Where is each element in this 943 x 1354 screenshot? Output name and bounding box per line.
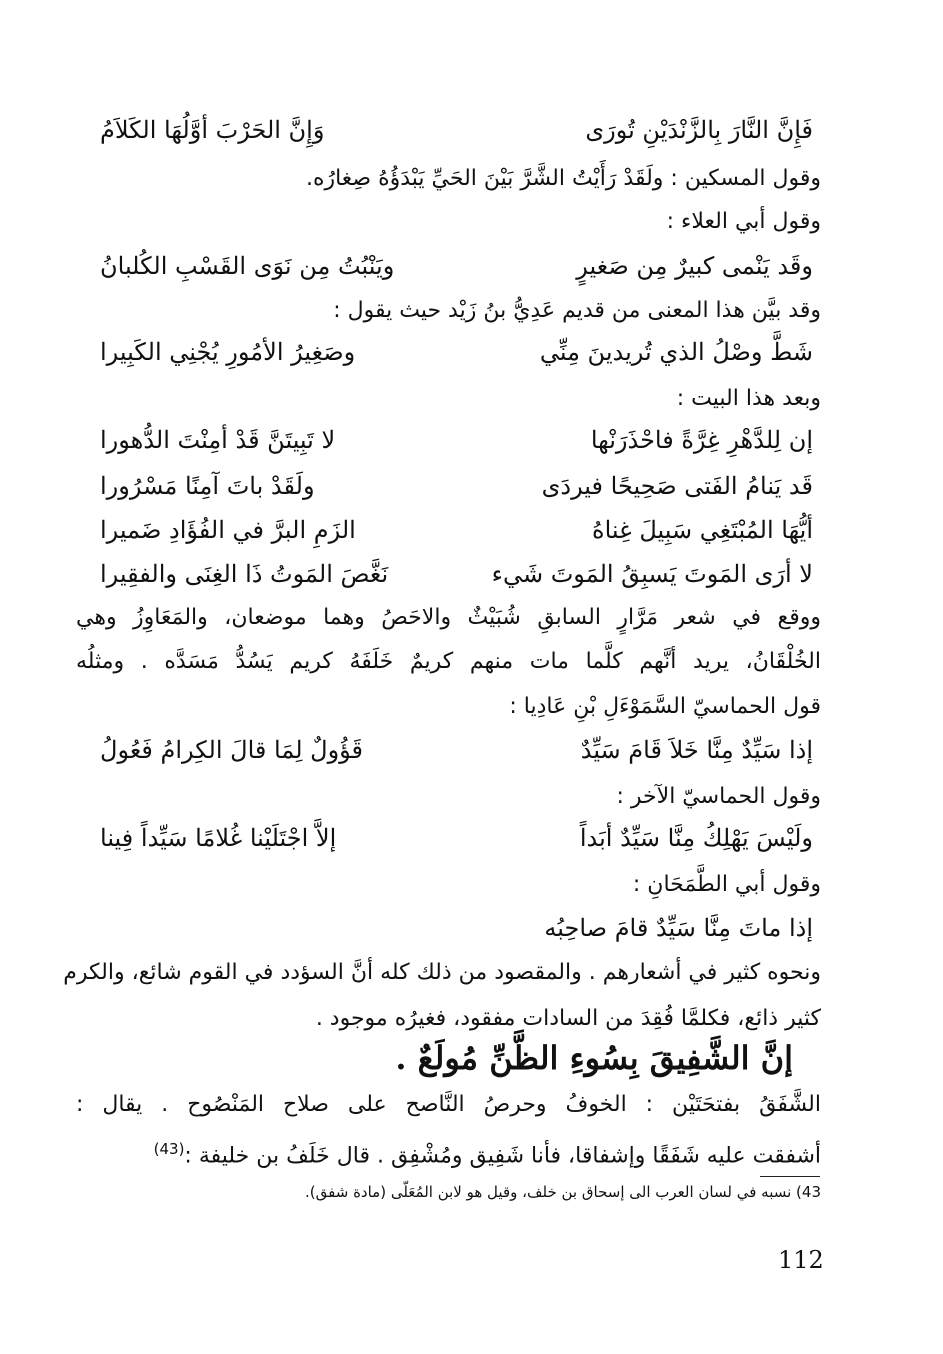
- prose-line-12: الشَّفَقُ بفتحَتَيْن : الخوفُ وحرصُ النَّاصح على صلاح المَنْصُوح . يقال :: [76, 1092, 821, 1117]
- prose-line-8: وقول الحماسيّ الآخر :: [616, 784, 821, 809]
- verse-5-left: ولَقَدْ باتَ آمِنًا مَسْرُورا: [100, 472, 315, 500]
- verse-8-right: إذا سَيِّدٌ مِنَّا خَلاَ قَامَ سَيِّدٌ: [580, 736, 813, 764]
- page-number: 112: [778, 1246, 824, 1274]
- verse-8-left: قَؤُولٌ لِمَا قالَ الكِرامُ فَعُولُ: [100, 736, 364, 764]
- prose-line-4: وبعد هذا البيت :: [676, 386, 821, 411]
- prose-line-9: وقول أبي الطَّمَحَانِ :: [632, 872, 821, 897]
- verse-3-left: وصَغِيرُ الأمُورِ يُجْنِي الكَبِيرا: [100, 338, 356, 366]
- verse-5-right: قَد يَنامُ الفَتى صَحِيحًا فيردَى: [541, 472, 813, 500]
- verse-4-right: إن لِلدَّهْرِ غِرَّةً فاحْذَرَنْها: [590, 426, 813, 454]
- footnote-reference: (43): [153, 1140, 185, 1158]
- verse-4-left: لا تَبِيتَنَّ قَدْ أمِنْتَ الدُّهورا: [100, 426, 336, 454]
- verse-9-left: إلاَّ اجْتَلَيْنا غُلامًا سَيِّداً فِينا: [100, 824, 337, 852]
- verse-6-left: الزَمِ البرَّ في الفُؤَادِ ضَميرا: [100, 516, 356, 544]
- footnote-43: 43) نسبه في لسان العرب الى إسحاق بن خلف، وقيل هو لابن المُعَلّى (مادة شفق).: [305, 1183, 821, 1201]
- prose-line-2: وقول أبي العلاء :: [666, 209, 821, 234]
- verse-7-left: نَغَّصَ المَوتُ ذَا الغِنَى والفقِيرا: [100, 560, 389, 588]
- verse-10: إذا ماتَ مِنَّا سَيِّدٌ قامَ صاحِبُه: [544, 914, 813, 942]
- prose-line-3: وقد بيَّن هذا المعنى من قديم عَدِيُّ بنُ زَيْد حيث يقول :: [333, 298, 821, 323]
- verse-2-right: وقَد يَنْمى كبيرٌ مِن صَغيرٍ: [576, 252, 813, 280]
- prose-line-7: قول الحماسيّ السَّمَوْءَلِ بْنِ عَادِيا :: [509, 694, 821, 719]
- prose-line-10: ونحوه كثير في أشعارهم . والمقصود من ذلك كله أنَّ السؤدد في القوم شائع، والكرم: [63, 960, 821, 985]
- prose-line-1: وقول المسكين : ولَقَدْ رَأَيْتُ الشَّرَّ بَيْنَ الحَيِّ يَبْدَؤُهُ صِغارُه.: [305, 166, 821, 191]
- footnote-divider: [760, 1176, 820, 1177]
- verse-7-right: لا أرَى المَوتَ يَسبِقُ المَوتَ شَيء: [491, 560, 813, 588]
- verse-2-left: ويَنْبُتُ مِن نَوَى القَسْبِ الكُلبانُ: [100, 252, 395, 280]
- verse-6-right: أيُّهَا المُبْتَغِي سَبِيلَ غِناهُ: [592, 516, 813, 544]
- prose-line-5: ووقع في شعر مَرَّارٍ السابقِ شُبَيْثٌ والاحَصُ وهما موضعان، والمَعَاوِزُ وهي: [76, 605, 821, 630]
- verse-3-right: شَطَّ وصْلُ الذي تُريدينَ مِنِّي: [539, 338, 813, 366]
- verse-9-right: ولَيْسَ يَهْلِكُ مِنَّا سَيِّدٌ أبَداً: [579, 824, 813, 852]
- proverb-heading: إنَّ الشَّفِيقَ بِسُوءِ الظَّنِّ مُولَعٌ .: [395, 1039, 793, 1077]
- prose-line-13: [80, 1134, 821, 1171]
- prose-line-6: الخُلْقَانُ، يريد أنَّهم كلَّما مات منهم كريمٌ خَلَفَهُ كريم يَسُدُّ مَسَدَّه . ومثلُه: [76, 649, 821, 674]
- prose-line-11: كثير ذائع، فكلمَّا فُقِدَ من السادات مفقود، فغيرُه موجود .: [315, 1006, 821, 1031]
- verse-1-left: وَإِنَّ الحَرْبَ أوَّلُهَا الكَلاَمُ: [100, 116, 325, 144]
- verse-1-right: فَإِنَّ النَّارَ بِالزَّنْدَيْنِ تُورَى: [585, 116, 813, 144]
- prose-line-13-text: أشفقت عليه شَفَقًا وإشفاقا، فأنا شَفِيق ومُشْفِق . قال خَلَفُ بن خليفة :: [184, 1143, 821, 1169]
